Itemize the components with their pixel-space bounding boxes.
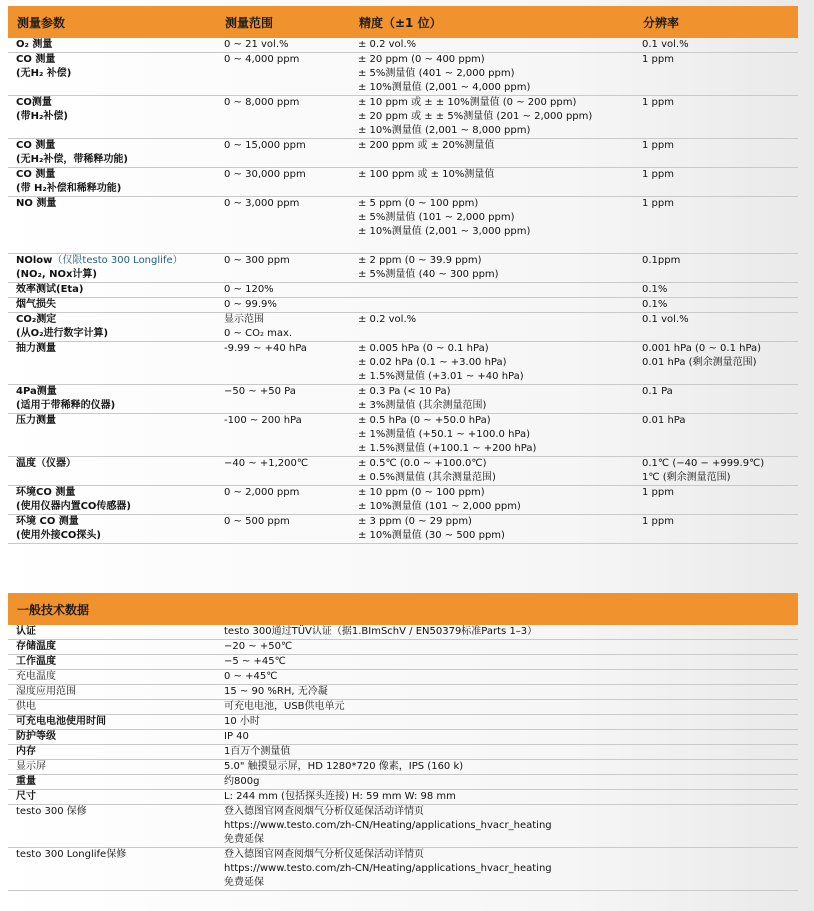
resolution-cell-line: 0.1 Pa — [642, 386, 673, 397]
range-cell — [216, 486, 350, 514]
range-cell — [216, 515, 350, 543]
accuracy-cell — [350, 486, 634, 514]
accuracy-cell-line: ± 1.5%测量值 (+100.1 ~ +200 hPa) — [358, 443, 537, 454]
range-cell — [216, 342, 350, 384]
parameter-cell — [8, 313, 216, 341]
parameter-cell-line: 环境CO 测量 — [16, 487, 76, 498]
resolution-cell-line: 0.001 hPa (0 ~ 0.1 hPa) — [642, 343, 762, 354]
table-row — [8, 700, 798, 715]
parameter-cell-line: 环境 CO 测量 — [16, 516, 79, 527]
table-row — [8, 254, 798, 283]
accuracy-cell — [350, 283, 634, 297]
parameter-title — [16, 254, 216, 268]
resolution-cell-line: 0.01 hPa (剩余测量范围) — [642, 357, 757, 368]
parameter-note: （仅限testo 300 Longlife） — [52, 255, 183, 266]
general-data-header — [8, 593, 798, 625]
accuracy-cell — [350, 298, 634, 312]
table-row — [8, 197, 798, 254]
parameter-cell — [8, 53, 216, 95]
parameter-cell-line: (使用外接CO探头) — [16, 530, 101, 541]
accuracy-cell-line: ± 5%测量值 (40 ~ 300 ppm) — [358, 269, 499, 280]
table-row — [8, 625, 798, 640]
table-row — [8, 805, 798, 848]
parameter-cell-line: 温度（仪器） — [16, 458, 76, 469]
parameter-cell-line: 抽力测量 — [16, 343, 56, 354]
parameter-cell-line: NO 测量 — [16, 198, 57, 209]
accuracy-cell — [350, 38, 634, 52]
accuracy-cell-line: ± 200 ppm 或 ± 20%测量值 — [358, 140, 495, 151]
parameter-cell-line: (带H₂补偿) — [16, 111, 68, 122]
accuracy-cell-line: ± 0.005 hPa (0 ~ 0.1 hPa) — [358, 343, 489, 354]
spec-value-line: 0 ~ +45℃ — [224, 671, 278, 682]
measurement-table — [8, 6, 798, 544]
range-cell — [216, 457, 350, 485]
accuracy-cell-line: ± 20 ppm 或 ± ± 5%测量值 (201 ~ 2,000 ppm) — [358, 111, 593, 122]
resolution-cell — [634, 486, 798, 514]
parameter-cell-line: (适用于带稀释的仪器) — [16, 400, 116, 411]
resolution-cell — [634, 385, 798, 413]
parameter-cell-line: O₂ 测量 — [16, 39, 53, 50]
spec-value — [216, 730, 798, 744]
accuracy-cell-line: ± 1%测量值 (+50.1 ~ +100.0 hPa) — [358, 429, 531, 440]
resolution-cell — [634, 139, 798, 167]
table-row — [8, 53, 798, 96]
parameter-cell-line: CO测量 — [16, 97, 52, 108]
resolution-cell-line: 1 ppm — [642, 516, 674, 527]
table-row — [8, 848, 798, 891]
range-cell-line: 0 ~ 500 ppm — [224, 516, 290, 527]
table-row — [8, 640, 798, 655]
spec-value — [216, 700, 798, 714]
resolution-cell-line: 1 ppm — [642, 140, 674, 151]
parameter-cell — [8, 168, 216, 196]
range-cell — [216, 313, 350, 341]
table-row — [8, 298, 798, 313]
range-cell — [216, 414, 350, 456]
accuracy-cell — [350, 254, 634, 282]
spec-label: 认证 — [16, 626, 36, 637]
table-row — [8, 730, 798, 745]
spec-value-line: 约800g — [224, 776, 260, 787]
header-range: 测量范围 — [225, 15, 274, 30]
spec-value — [216, 775, 798, 789]
spec-value-line: 可充电电池，USB供电单元 — [224, 701, 345, 712]
range-cell — [216, 298, 350, 312]
spec-value-line: −20 ~ +50℃ — [224, 641, 293, 652]
resolution-cell — [634, 53, 798, 95]
spec-value — [216, 655, 798, 669]
spec-value-line: testo 300通过TÜV认证（据1.BImSchV / EN50379标准Parts 1–3） — [224, 626, 538, 637]
accuracy-cell — [350, 139, 634, 167]
spec-value-line: 登入德图官网查阅烟气分析仪延保活动详情页 — [224, 849, 424, 860]
table-row — [8, 414, 798, 457]
table-row — [8, 685, 798, 700]
spec-label: 充电温度 — [16, 671, 56, 682]
table-row — [8, 515, 798, 544]
parameter-cell — [8, 197, 216, 239]
table-row — [8, 342, 798, 385]
spec-value — [216, 805, 798, 847]
spec-value-line: 登入德图官网查阅烟气分析仪延保活动详情页 — [224, 806, 424, 817]
accuracy-cell — [350, 457, 634, 485]
range-cell-line: 0 ~ 300 ppm — [224, 255, 290, 266]
accuracy-cell-line: ± 10%测量值 (30 ~ 500 ppm) — [358, 530, 505, 541]
accuracy-cell-line: ± 2 ppm (0 ~ 39.9 ppm) — [358, 255, 482, 266]
resolution-cell — [634, 96, 798, 138]
spec-value-line: 15 ~ 90 %RH, 无冷凝 — [224, 686, 328, 697]
general-data-title: 一般技术数据 — [17, 602, 90, 617]
accuracy-cell-line: ± 0.2 vol.% — [358, 39, 417, 50]
parameter-cell-line: 压力测量 — [16, 415, 56, 426]
range-cell-line: 0 ~ CO₂ max. — [224, 328, 293, 339]
resolution-cell — [634, 515, 798, 543]
resolution-cell — [634, 313, 798, 341]
general-data-table — [8, 593, 798, 891]
spec-label: 供电 — [16, 701, 36, 712]
table-row — [8, 790, 798, 805]
range-cell-line: 0 ~ 21 vol.% — [224, 39, 289, 50]
spec-value-line: IP 40 — [224, 731, 249, 742]
resolution-cell-line: 0.1 vol.% — [642, 314, 689, 325]
spec-value — [216, 640, 798, 654]
accuracy-cell — [350, 414, 634, 456]
accuracy-cell-line: ± 5 ppm (0 ~ 100 ppm) — [358, 198, 479, 209]
accuracy-cell — [350, 53, 634, 95]
range-cell — [216, 385, 350, 413]
resolution-cell — [634, 283, 798, 297]
resolution-cell-line: 1℃ (剩余测量范围) — [642, 472, 731, 483]
accuracy-cell — [350, 515, 634, 543]
table-row — [8, 96, 798, 139]
parameter-cell — [8, 385, 216, 413]
measurement-table-header — [8, 6, 798, 38]
accuracy-cell-line: ± 5%测量值 (401 ~ 2,000 ppm) — [358, 68, 515, 79]
resolution-cell-line: 0.1 vol.% — [642, 39, 689, 50]
resolution-cell-line: 1 ppm — [642, 198, 674, 209]
accuracy-cell-line: ± 100 ppm 或 ± 10%测量值 — [358, 169, 495, 180]
parameter-cell-line: 烟气损失 — [16, 299, 56, 310]
accuracy-cell-line: ± 0.5%测量值 (其余测量范围) — [358, 472, 496, 483]
parameter-cell-line: (NO₂, NOx计算) — [16, 269, 97, 280]
range-cell — [216, 283, 350, 297]
accuracy-cell-line: ± 10%测量值 (2,001 ~ 8,000 ppm) — [358, 125, 531, 136]
spec-label: testo 300 Longlife保修 — [16, 849, 127, 860]
accuracy-cell-line: ± 0.5 hPa (0 ~ +50.0 hPa) — [358, 415, 491, 426]
spec-value — [216, 670, 798, 684]
accuracy-cell-line: ± 0.3 Pa (< 10 Pa) — [358, 386, 451, 397]
table-row — [8, 313, 798, 342]
resolution-cell-line: 1 ppm — [642, 97, 674, 108]
parameter-cell-line: 4Pa测量 — [16, 386, 57, 397]
parameter-main: NOlow — [16, 255, 53, 266]
range-cell-line: -9.99 ~ +40 hPa — [224, 343, 307, 354]
accuracy-cell-line: ± 20 ppm (0 ~ 400 ppm) — [358, 54, 485, 65]
parameter-cell-line: (从O₂进行数字计算) — [16, 328, 109, 339]
table-row — [8, 670, 798, 685]
accuracy-cell — [350, 385, 634, 413]
parameter-cell-line: (无H₂ 补偿) — [16, 68, 72, 79]
spec-value-line: L: 244 mm (包括探头连接) H: 59 mm W: 98 mm — [224, 791, 456, 802]
parameter-cell — [8, 414, 216, 456]
resolution-cell-line: 0.1% — [642, 284, 668, 295]
resolution-cell — [634, 298, 798, 312]
resolution-cell — [634, 457, 798, 485]
parameter-cell — [8, 515, 216, 543]
accuracy-cell-line: ± 10%测量值 (2,001 ~ 4,000 ppm) — [358, 82, 531, 93]
accuracy-cell-line: ± 10 ppm 或 ± ± 10%测量值 (0 ~ 200 ppm) — [358, 97, 577, 108]
range-cell-line: 0 ~ 15,000 ppm — [224, 140, 306, 151]
spec-label: 可充电电池使用时间 — [16, 716, 106, 727]
spec-value-line: 免费延保 — [224, 877, 264, 888]
spec-value-line: https://www.testo.com/zh-CN/Heating/applications_hvacr_heating — [224, 863, 552, 874]
resolution-cell-line: 1 ppm — [642, 169, 674, 180]
accuracy-cell-line: ± 0.02 hPa (0.1 ~ +3.00 hPa) — [358, 357, 507, 368]
accuracy-cell-line: ± 1.5%测量值 (+3.01 ~ +40 hPa) — [358, 371, 524, 382]
range-cell-line: 0 ~ 99.9% — [224, 299, 277, 310]
parameter-cell — [8, 283, 216, 297]
accuracy-cell — [350, 342, 634, 384]
header-resolution: 分辨率 — [643, 15, 680, 30]
parameter-cell-line: (带 H₂补偿和稀释功能) — [16, 183, 122, 194]
range-cell — [216, 139, 350, 167]
range-cell-line: −50 ~ +50 Pa — [224, 386, 296, 397]
range-cell-line: 0 ~ 30,000 ppm — [224, 169, 306, 180]
range-cell-line: 0 ~ 8,000 ppm — [224, 97, 300, 108]
spec-label: 尺寸 — [16, 791, 36, 802]
parameter-cell — [8, 96, 216, 138]
spec-value — [216, 760, 798, 774]
accuracy-cell-line: ± 0.2 vol.% — [358, 314, 417, 325]
resolution-cell-line: 0.1℃ (−40 − +999.9℃) — [642, 458, 765, 469]
resolution-cell — [634, 414, 798, 456]
spec-label: 重量 — [16, 776, 36, 787]
resolution-cell-line: 0.01 hPa — [642, 415, 686, 426]
spec-label: 存储温度 — [16, 641, 56, 652]
general-data-body — [8, 625, 798, 891]
table-row — [8, 457, 798, 486]
range-cell-line: 0 ~ 2,000 ppm — [224, 487, 300, 498]
resolution-cell — [634, 197, 798, 239]
parameter-cell — [8, 139, 216, 167]
table-row — [8, 385, 798, 414]
spec-value — [216, 685, 798, 699]
accuracy-cell-line: ± 5%测量值 (101 ~ 2,000 ppm) — [358, 212, 515, 223]
spec-value — [216, 790, 798, 804]
range-cell — [216, 96, 350, 138]
spec-label: 防护等级 — [16, 731, 56, 742]
accuracy-cell-line: ± 10%测量值 (2,001 ~ 3,000 ppm) — [358, 226, 531, 237]
parameter-cell — [8, 342, 216, 384]
parameter-cell-line: CO 测量 — [16, 169, 56, 180]
parameter-cell-line: CO 测量 — [16, 54, 56, 65]
spec-value-line: 10 小时 — [224, 716, 260, 727]
range-cell-line: 0 ~ 4,000 ppm — [224, 54, 300, 65]
measurement-table-body — [8, 38, 798, 544]
resolution-cell-line: 0.1% — [642, 299, 668, 310]
parameter-cell-line: 效率测试(Eta) — [16, 284, 84, 295]
header-accuracy: 精度（±1 位） — [359, 15, 442, 30]
spec-label: testo 300 保修 — [16, 806, 87, 817]
table-row — [8, 775, 798, 790]
spec-value-line: https://www.testo.com/zh-CN/Heating/applications_hvacr_heating — [224, 820, 552, 831]
accuracy-cell-line: ± 10 ppm (0 ~ 100 ppm) — [358, 487, 485, 498]
spec-value — [216, 745, 798, 759]
accuracy-cell — [350, 96, 634, 138]
parameter-cell — [8, 38, 216, 52]
header-parameter: 测量参数 — [17, 15, 66, 30]
range-cell-line: 0 ~ 3,000 ppm — [224, 198, 300, 209]
parameter-cell-line: CO₂测定 — [16, 314, 57, 325]
range-cell — [216, 53, 350, 95]
parameter-cell — [8, 254, 216, 282]
table-row — [8, 283, 798, 298]
accuracy-cell-line: ± 3 ppm (0 ~ 29 ppm) — [358, 516, 472, 527]
table-row — [8, 486, 798, 515]
spec-value-line: 5.0" 触摸显示屏，HD 1280*720 像素，IPS (160 k) — [224, 761, 464, 772]
resolution-cell — [634, 38, 798, 52]
spec-value-line: −5 ~ +45℃ — [224, 656, 286, 667]
parameter-cell — [8, 457, 216, 485]
accuracy-cell — [350, 313, 634, 341]
spec-value-line: 免费延保 — [224, 834, 264, 845]
parameter-cell — [8, 298, 216, 312]
spec-label: 湿度应用范围 — [16, 686, 76, 697]
spec-label: 工作温度 — [16, 656, 56, 667]
range-cell — [216, 38, 350, 52]
parameter-cell-line: (无H₂补偿，带稀释功能) — [16, 154, 128, 165]
spec-value — [216, 715, 798, 729]
spec-label: 显示屏 — [16, 761, 46, 772]
parameter-cell — [8, 486, 216, 514]
spec-value-line: 1百万个测量值 — [224, 746, 291, 757]
table-row — [8, 745, 798, 760]
range-cell-line: -100 ~ 200 hPa — [224, 415, 302, 426]
table-row — [8, 715, 798, 730]
resolution-cell — [634, 168, 798, 196]
table-row — [8, 655, 798, 670]
accuracy-cell — [350, 197, 634, 239]
range-cell — [216, 254, 350, 282]
spec-label: 内存 — [16, 746, 36, 757]
resolution-cell — [634, 342, 798, 384]
range-cell — [216, 168, 350, 196]
resolution-cell-line: 1 ppm — [642, 54, 674, 65]
accuracy-cell-line: ± 0.5℃ (0.0 ~ +100.0℃) — [358, 458, 487, 469]
table-row — [8, 139, 798, 168]
table-row — [8, 760, 798, 775]
parameter-cell-line: (使用仪器内置CO传感器) — [16, 501, 131, 512]
range-cell — [216, 197, 350, 239]
resolution-cell-line: 1 ppm — [642, 487, 674, 498]
table-row — [8, 168, 798, 197]
resolution-cell — [634, 254, 798, 282]
range-cell-line: 显示范围 — [224, 314, 264, 325]
parameter-cell-line: CO 测量 — [16, 140, 56, 151]
spec-value — [216, 848, 798, 890]
accuracy-cell-line: ± 10%测量值 (101 ~ 2,000 ppm) — [358, 501, 521, 512]
table-row — [8, 38, 798, 53]
accuracy-cell — [350, 168, 634, 196]
spec-value — [216, 625, 798, 639]
range-cell-line: −40 ~ +1,200℃ — [224, 458, 309, 469]
resolution-cell-line: 0.1ppm — [642, 255, 681, 266]
range-cell-line: 0 ~ 120% — [224, 284, 274, 295]
accuracy-cell-line: ± 3%测量值 (其余测量范围) — [358, 400, 487, 411]
